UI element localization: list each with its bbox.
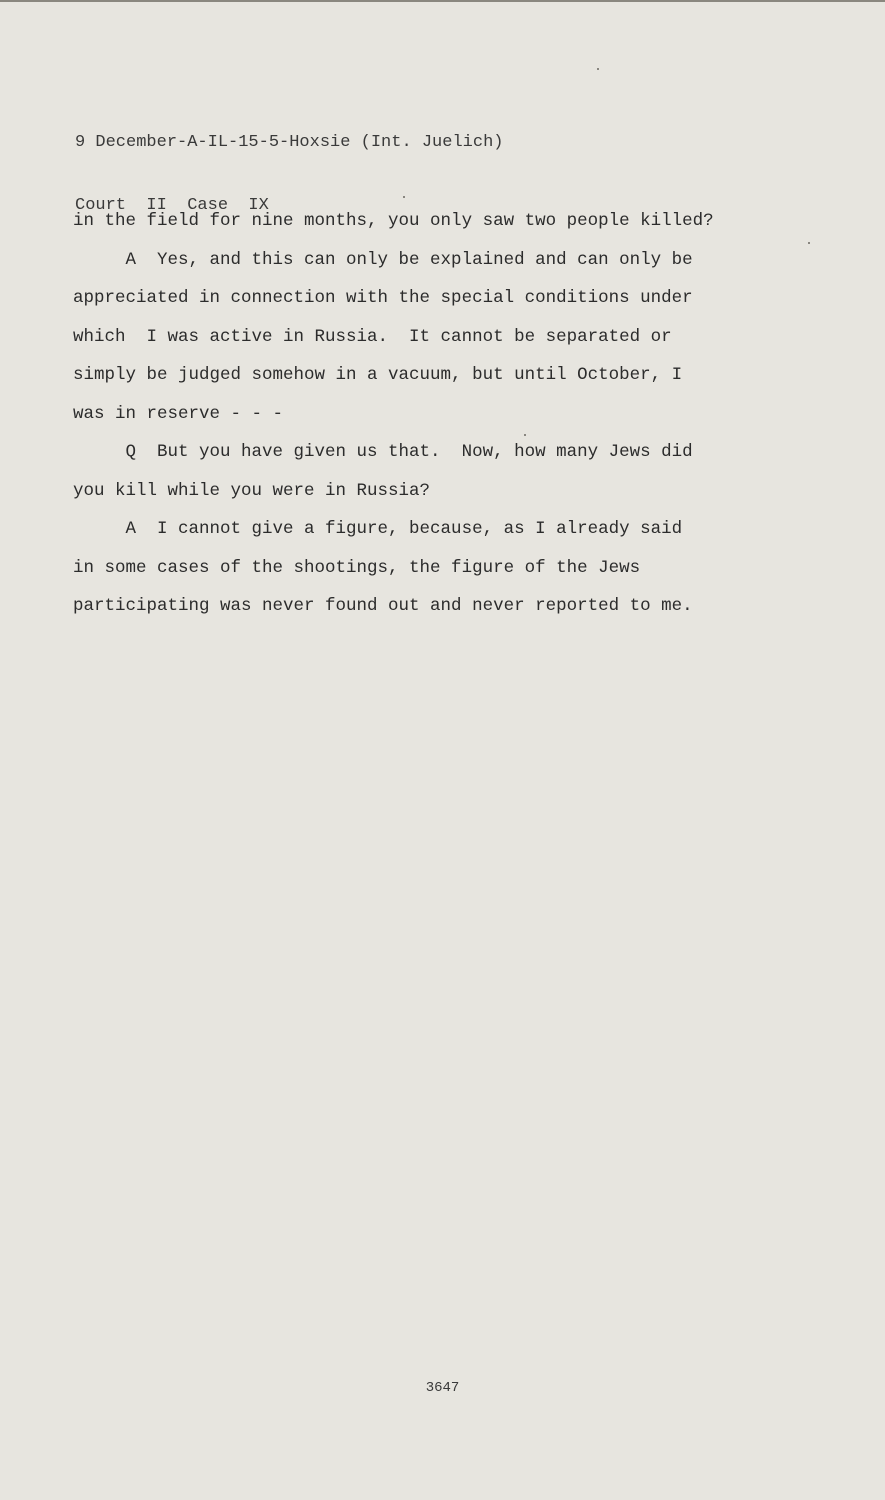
header-court-line: Court II Case IX (75, 196, 269, 215)
transcript-line: in the field for nine months, you only saw two people killed? (73, 211, 714, 231)
transcript-line: which I was active in Russia. It cannot be separated or (73, 326, 672, 347)
paper-speck (808, 242, 810, 244)
transcript-line: you kill while you were in Russia? (73, 480, 431, 501)
paper-speck (403, 196, 405, 198)
page-number: 3647 (425, 1380, 460, 1396)
transcript-line: Q But you have given us that. Now, how many Jews did (73, 442, 693, 462)
transcript-line: A Yes, and this can only be explained and can only be (73, 249, 693, 270)
header-date-line: 9 December-A-IL-15-5-Hoxsie (Int. Juelich) (75, 133, 504, 152)
transcript-line: participating was never found out and never reported to me. (73, 596, 693, 616)
transcript-line: appreciated in connection with the special conditions under (73, 288, 693, 308)
paper-speck (524, 434, 526, 436)
transcript-line: A I cannot give a figure, because, as I already said (73, 519, 683, 539)
transcript-line: in some cases of the shootings, the figure of the Jews (73, 557, 641, 578)
transcript-line: simply be judged somehow in a vacuum, but until October, I (73, 365, 683, 385)
transcript-line: was in reserve - - - (73, 403, 284, 424)
transcript-body (73, 202, 808, 626)
paper-speck (597, 68, 599, 70)
